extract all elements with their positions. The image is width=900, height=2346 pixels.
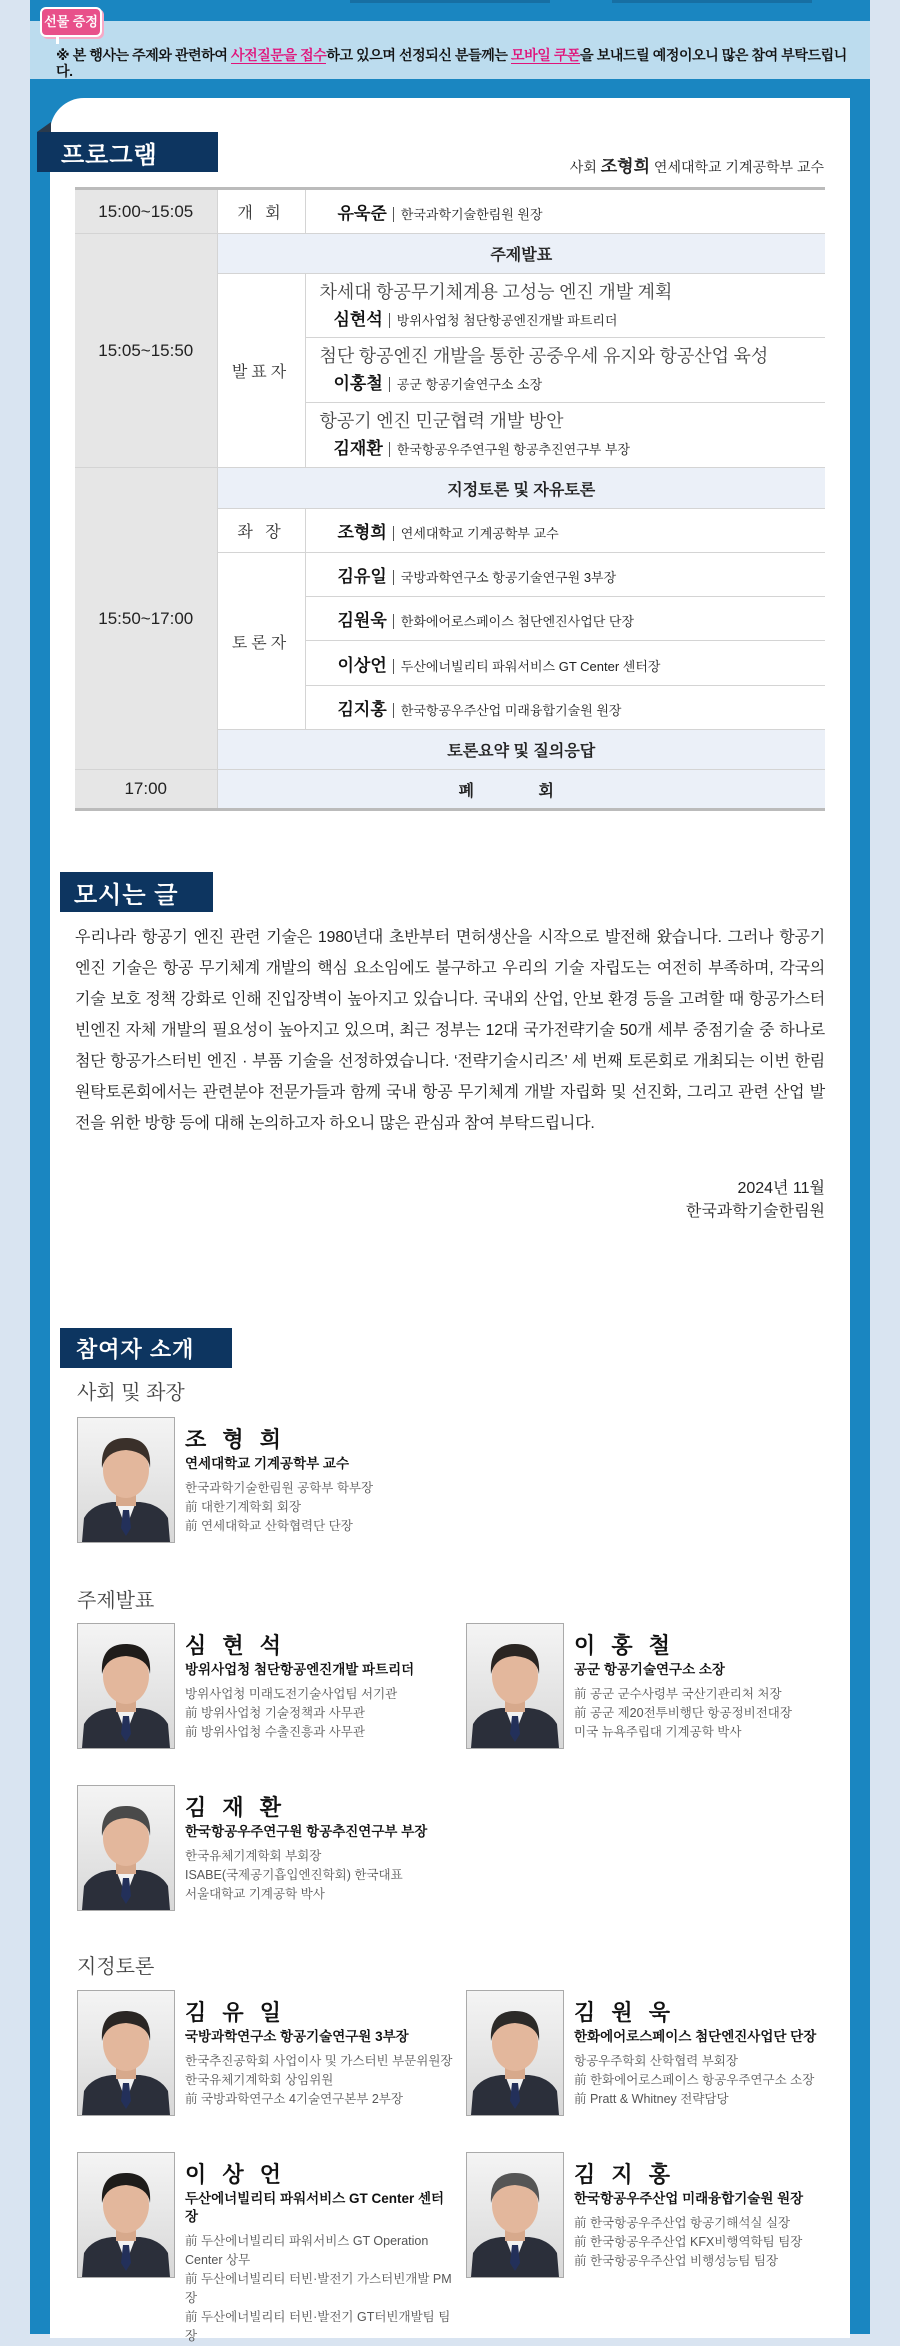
participant-career: 前 Pratt & Whitney 전략담당: [574, 2092, 729, 2106]
participant-career: 前 공군 군수사령부 국산기관리처 처장: [574, 1687, 782, 1701]
participant-career: 前 한국항공우주산업 항공기해석실 실장: [574, 2216, 791, 2230]
participant-card: [77, 1623, 457, 1749]
person-cell: 김유일 국방과학연구소 항공기술연구원 3부장: [305, 553, 825, 597]
participant-text: [185, 1795, 455, 1904]
table-row: [75, 234, 825, 274]
person-cell: 김지홍 한국항공우주산업 미래융합기술원 원장: [305, 686, 825, 730]
time-cell: 15:50~17:00: [75, 468, 217, 770]
table-row: [75, 189, 825, 234]
participant-photo: [77, 1990, 175, 2116]
program-heading: 프로그램: [37, 132, 218, 172]
participant-card: [466, 1990, 846, 2116]
participant-career: ISABE(국제공기흡입엔진학회) 한국대표: [185, 1868, 403, 1882]
participant-name: 김 유 일: [185, 2000, 286, 2025]
participant-affiliation: 한국항공우주연구원 항공추진연구부 부장: [185, 1824, 428, 1839]
program-table: [75, 187, 825, 811]
invitation-signature: [75, 1177, 825, 1223]
notice-text: ※ 본 행사는 주제와 관련하여 사전질문을 접수하고 있으며 선정되신 분들께는 모바일 쿠폰을 보내드릴 예정이오니 많은 참여 부탁드립니다.: [56, 47, 847, 79]
role-cell: 좌 장: [217, 509, 305, 553]
section-header: 폐 회: [217, 770, 825, 810]
participant-photo: [77, 1417, 175, 1543]
person-cell: 조형희 연세대학교 기계공학부 교수: [305, 509, 825, 553]
participant-text: [185, 2000, 455, 2109]
participant-career: 前 국방과학연구소 4기술연구본부 2부장: [185, 2092, 403, 2106]
talk-cell: 항공기 엔진 민군협력 개발 방안 김재환 한국항공우주연구원 항공추진연구부 부장: [305, 403, 825, 468]
participant-name: 김 재 환: [185, 1795, 286, 1820]
participant-career: 前 한국항공우주산업 비행성능팀 팀장: [574, 2254, 779, 2268]
participant-career: 미국 뉴욕주립대 기계공학 박사: [574, 1725, 742, 1739]
notice-highlight: 모바일 쿠폰: [510, 47, 581, 63]
moderator: 사회 조형희 연세대학교 기계공학부 교수: [569, 157, 824, 176]
participant-career: 前 대한기계학회 회장: [185, 1500, 302, 1514]
participant-career: 前 방위사업청 기술정책과 사무관: [185, 1706, 365, 1720]
person-cell: 유욱준 한국과학기술한림원 원장: [305, 189, 825, 234]
participant-name: 심 현 석: [185, 1633, 286, 1658]
participant-affiliation: 두산에너빌리티 파워서비스 GT Center 센터장: [185, 2191, 445, 2224]
gift-badge: 선물 증정: [40, 7, 102, 37]
participant-affiliation: 한국항공우주산업 미래융합기술원 원장: [574, 2191, 804, 2206]
participant-career: 前 한화에어로스페이스 항공우주연구소 소장: [574, 2073, 815, 2087]
participant-career: 항공우주학회 산학협력 부회장: [574, 2054, 738, 2068]
participant-career: 前 두산에너빌리티 터빈·발전기 가스터빈개발 PM장: [185, 2272, 452, 2305]
participant-card: [77, 1990, 457, 2116]
time-cell: 15:05~15:50: [75, 234, 217, 468]
participant-name: 김 원 욱: [574, 2000, 675, 2025]
participant-text: [574, 1633, 844, 1742]
section-header: 토론요약 및 질의응답: [217, 730, 825, 770]
invitation-org: 한국과학기술한림원: [685, 1203, 825, 1220]
section-header: 주제발표: [217, 234, 825, 274]
role-cell: 개 회: [217, 189, 305, 234]
participant-career: 前 방위사업청 수출진흥과 사무관: [185, 1725, 365, 1739]
participant-photo: [466, 1623, 564, 1749]
participant-career: 前 연세대학교 산학협력단 단장: [185, 1519, 353, 1533]
table-row: [75, 770, 825, 810]
participant-photo: [466, 1990, 564, 2116]
participant-affiliation: 방위사업청 첨단항공엔진개발 파트리더: [185, 1662, 415, 1677]
heading-fold: [37, 122, 51, 132]
participant-card: [77, 1417, 457, 1543]
participant-career: 방위사업청 미래도전기술사업팀 서기관: [185, 1687, 398, 1701]
talk-cell: 첨단 항공엔진 개발을 통한 공중우세 유지와 항공산업 육성 이홍철 공군 항공기술연구소 소장: [305, 338, 825, 403]
invitation: [75, 922, 825, 1223]
table-row: [75, 468, 825, 509]
participant-career: 한국유체기계학회 부회장: [185, 1849, 322, 1863]
participant-name: 조 형 희: [185, 1427, 286, 1452]
notice-highlight: 사전질문을 접수: [231, 47, 327, 63]
participant-affiliation: 공군 항공기술연구소 소장: [574, 1662, 725, 1677]
participant-name: 이 홍 철: [574, 1633, 675, 1658]
participant-text: [185, 1427, 455, 1536]
participant-text: [574, 2000, 844, 2109]
role-cell: 토론자: [217, 553, 305, 730]
person-cell: 이상언 두산에너빌리티 파워서비스 GT Center 센터장: [305, 641, 825, 686]
participant-photo: [77, 1623, 175, 1749]
participant-career: 서울대학교 기계공학 박사: [185, 1887, 325, 1901]
participant-career: 前 두산에너빌리티 터빈·발전기 GT터빈개발팀 팀장: [185, 2310, 451, 2343]
participant-name: 김 지 홍: [574, 2162, 675, 2187]
participant-career: 한국유체기계학회 상임위원: [185, 2073, 334, 2087]
participant-card: [466, 1623, 846, 1749]
participant-group-label: 주제발표: [77, 1590, 155, 1612]
top-tab: [350, 0, 550, 3]
talk-cell: 차세대 항공무기체계용 고성능 엔진 개발 계획 심현석 방위사업청 첨단항공엔진개발 파트리더: [305, 274, 825, 338]
notice-banner: [30, 21, 870, 79]
participant-card: [466, 2152, 846, 2278]
participant-photo: [77, 2152, 175, 2278]
invitation-body: 우리나라 항공기 엔진 관련 기술은 1980년대 초반부터 면허생산을 시작으로 발전해 왔습니다. 그러나 항공기 엔진 기술은 항공 무기체계 개발의 핵심 요소임에도 불구하고 우리의 기술 자립도는 여전히 부족하며, 각국의 기술 보호 정책 강화로 인해 진입장벽이 높아지고 있습니다. 국내외 산업, 안보 환경 등을 고려할 때 항공가스터빈엔진 자체 개발의 필요성이 높아지고 있으며, 최근 정부는 12대 국가전략기술 50개 세부 중점기술 중 하나로 첨단 항공가스터빈 엔진 · 부품 기술을 선정하였습니다. ‘전략기술시리즈’ 세 번째 토론회로 개최되는 이번 한림원탁토론회에서는 관련분야 전문가들과 함께 국내 항공 무기체계 개발 자립화 및 선진화, 그리고 관련 산업 발전을 위한 방향 등에 대해 논의하고자 하오니 많은 관심과 참여 부탁드립니다.: [75, 929, 825, 1132]
participant-text: [185, 1633, 455, 1742]
role-cell: 발표자: [217, 274, 305, 468]
participant-group-label: 지정토론: [77, 1956, 155, 1978]
invitation-date: 2024년 11월: [737, 1180, 825, 1197]
time-cell: 15:00~15:05: [75, 189, 217, 234]
participant-affiliation: 연세대학교 기계공학부 교수: [185, 1456, 349, 1471]
top-tab: [612, 0, 812, 3]
participant-card: [77, 2152, 457, 2343]
participant-text: [185, 2162, 455, 2346]
participants-heading: 참여자 소개: [60, 1328, 232, 1368]
participant-affiliation: 국방과학연구소 항공기술연구원 3부장: [185, 2029, 409, 2044]
participant-career: 前 한국항공우주산업 KFX비행역학팀 팀장: [574, 2235, 803, 2249]
participant-career: 한국과학기술한림원 공학부 학부장: [185, 1481, 374, 1495]
participant-career: 前 공군 제20전투비행단 항공정비전대장: [574, 1706, 792, 1720]
participant-text: [574, 2162, 844, 2271]
section-header: 지정토론 및 자유토론: [217, 468, 825, 509]
participant-career: 前 두산에너빌리티 파워서비스 GT Operation Center 상무: [185, 2234, 429, 2267]
participant-photo: [77, 1785, 175, 1911]
participant-group-label: 사회 및 좌장: [77, 1382, 185, 1404]
participant-card: [77, 1785, 457, 1911]
time-cell: 17:00: [75, 770, 217, 810]
invitation-heading: 모시는 글: [60, 872, 213, 912]
person-cell: 김원욱 한화에어로스페이스 첨단엔진사업단 단장: [305, 597, 825, 641]
participant-affiliation: 한화에어로스페이스 첨단엔진사업단 단장: [574, 2029, 817, 2044]
participant-photo: [466, 2152, 564, 2278]
participant-career: 한국추진공학회 사업이사 및 가스터빈 부문위원장: [185, 2054, 453, 2068]
participant-name: 이 상 언: [185, 2162, 286, 2187]
